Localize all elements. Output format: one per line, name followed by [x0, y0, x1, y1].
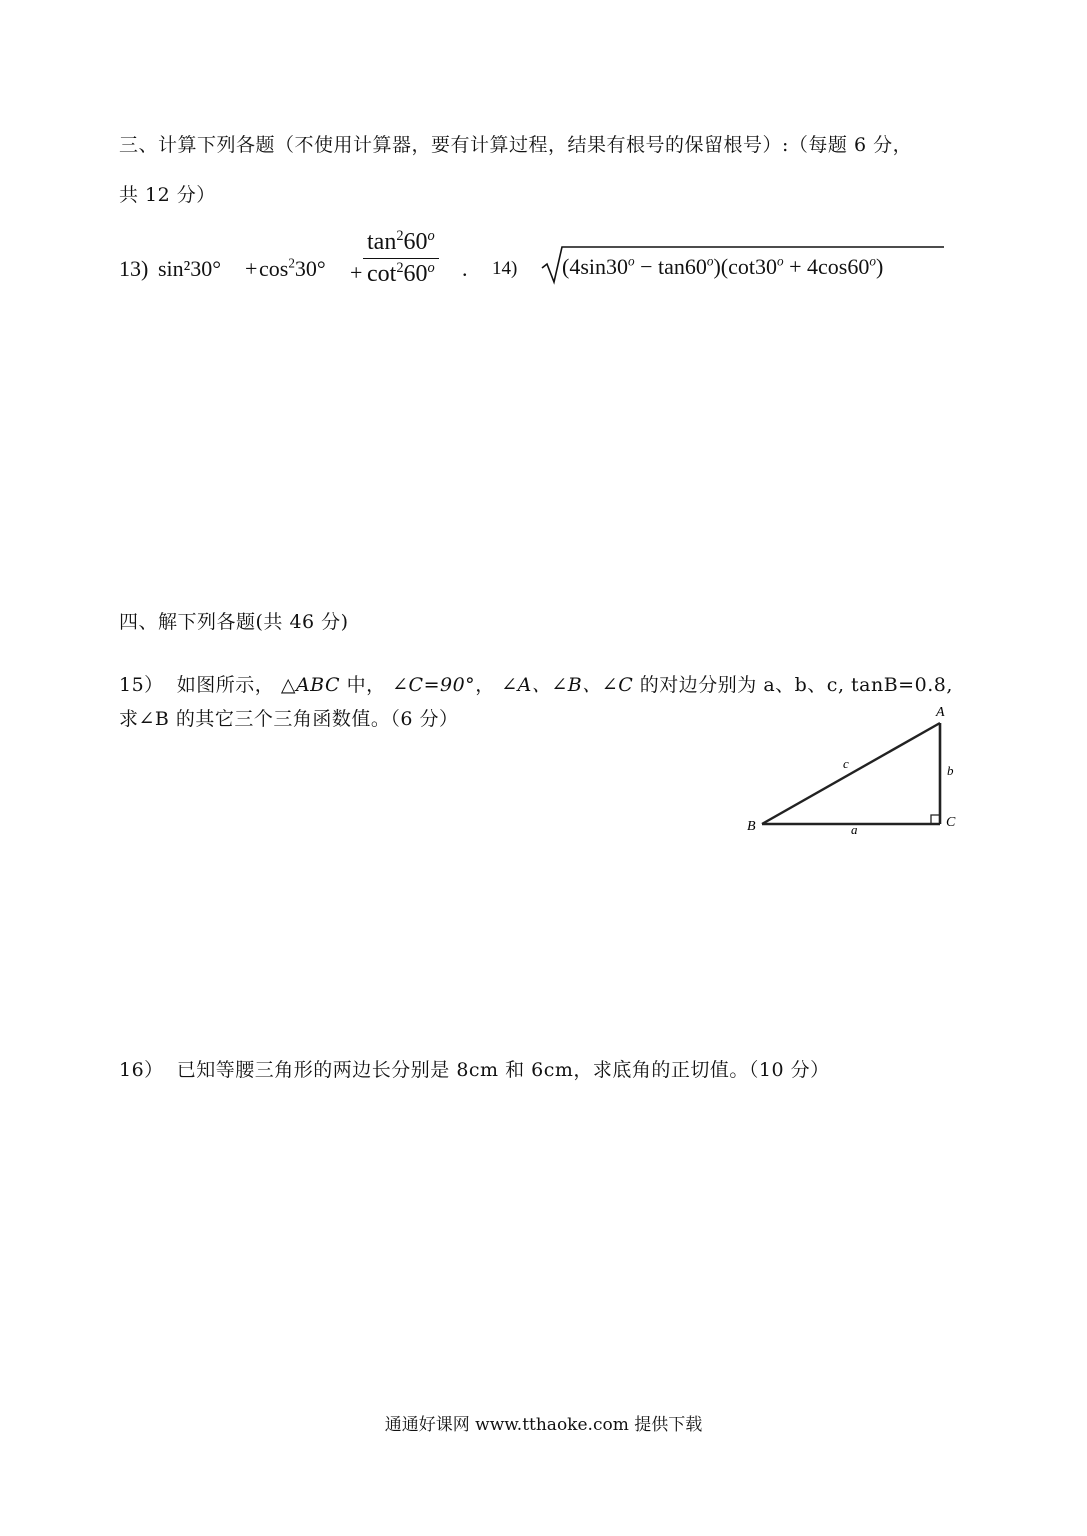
- question-16: [119, 1055, 830, 1082]
- q13-term1: sin²30°: [158, 256, 222, 281]
- side-a-label: a: [851, 822, 858, 837]
- side-b-label: b: [947, 763, 954, 778]
- vertex-a-label: A: [936, 705, 945, 720]
- question-16-label: 16）: [119, 1059, 164, 1081]
- q13-fraction-denominator: $\cot^260^o$: [367, 260, 435, 287]
- section-3-heading-line1: 三、计算下列各题（不使用计算器，要有计算过程，结果有根号的保留根号）:（每题 6 分，: [119, 134, 913, 156]
- side-c-label: c: [843, 756, 849, 771]
- q13-fraction-numerator: $\tan^260^o$: [367, 228, 435, 255]
- q13-plus1: +: [245, 256, 258, 281]
- question-15-line1: 15） 如图所示， △ABC 中， ∠C=90°， ∠A、∠B、∠C 的对边分别为 a、b、c, tanB=0.8,: [119, 674, 953, 696]
- q13-fraction: [363, 229, 439, 288]
- side-c-line: [762, 723, 940, 824]
- q13-term2: $\cos^230^\circ$: [259, 255, 326, 281]
- q13-plus2: +: [350, 260, 363, 285]
- question-15-label: 15）: [119, 674, 164, 696]
- vertex-c-label: C: [946, 815, 956, 830]
- question-16-text: 已知等腰三角形的两边长分别是 8cm 和 6cm，求底角的正切值。（10 分）: [176, 1059, 830, 1081]
- footer-credit: 通通好课网 www.tthaoke.com 提供下载: [384, 1415, 703, 1435]
- question-15-line2: 求∠B 的其它三个三角函数值。（6 分）: [119, 708, 459, 730]
- q13-fraction-bar: [363, 258, 439, 259]
- right-angle-marker: [931, 815, 940, 824]
- q14-expression: $(4\sin 30^o - \tan 60^o)(\cot 30^o + 4\cos 60^o)$: [562, 253, 884, 279]
- right-triangle-figure: [740, 700, 970, 840]
- section-3-heading-line2: 共 12 分）: [119, 184, 216, 206]
- q13-end-mark: .: [462, 256, 468, 281]
- question-13-label: 13): [119, 256, 149, 281]
- question-14-label: 14): [492, 258, 518, 279]
- section-4-heading: 四、解下列各题(共 46 分): [119, 611, 349, 633]
- vertex-b-label: B: [747, 819, 756, 834]
